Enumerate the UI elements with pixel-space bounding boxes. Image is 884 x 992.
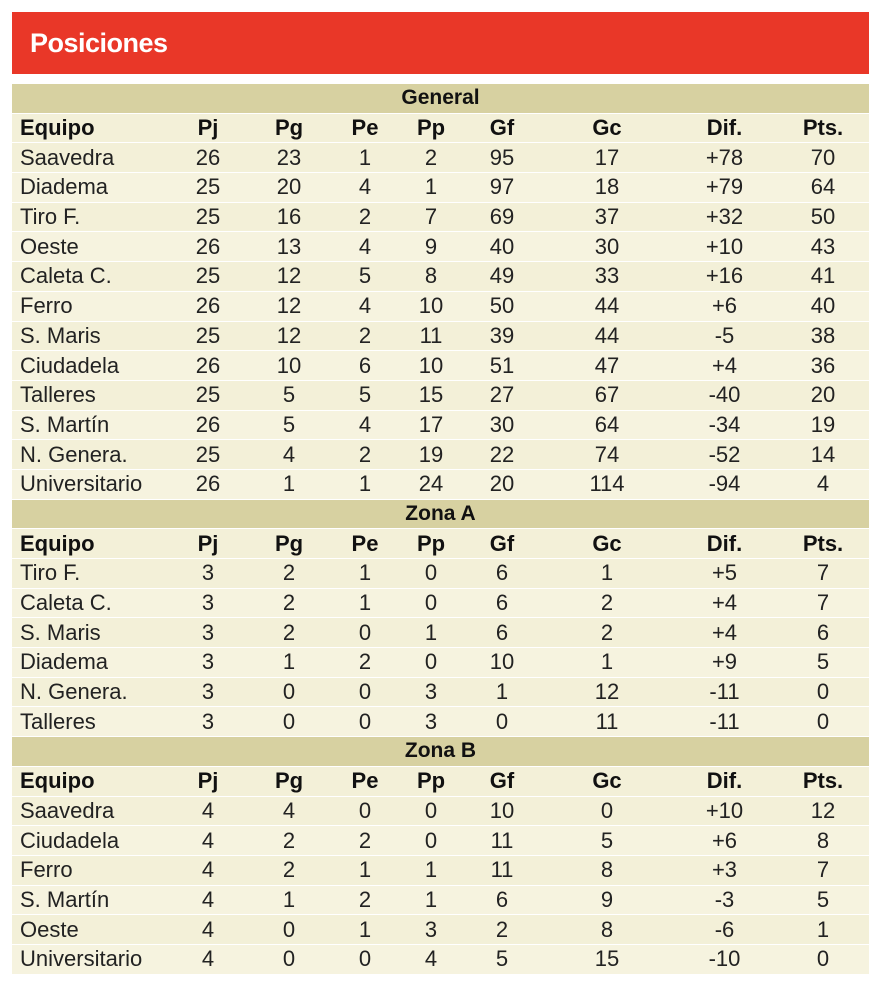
table-row — [12, 589, 869, 619]
cell-pg: 5 — [282, 382, 296, 408]
cell-gf: 1 — [495, 679, 509, 705]
table-row — [12, 381, 869, 411]
cell-pp: 3 — [424, 916, 438, 942]
cell-gc: 18 — [594, 174, 620, 200]
table-row — [12, 797, 869, 827]
cell-pj: 25 — [195, 204, 221, 230]
cell-gf: 27 — [489, 382, 515, 408]
column-header-pj: Pj — [197, 530, 219, 556]
cell-dif: -11 — [709, 679, 740, 705]
table-row — [12, 351, 869, 381]
cell-dif: +9 — [711, 649, 738, 675]
cell-pp: 2 — [424, 144, 438, 170]
cell-pe: 2 — [358, 827, 372, 853]
cell-pj: 3 — [201, 679, 215, 705]
cell-pe: 0 — [358, 797, 372, 823]
cell-pg: 10 — [276, 352, 302, 378]
cell-gc: 74 — [594, 441, 620, 467]
cell-dif: +10 — [705, 797, 744, 823]
section-header: Zona A — [12, 500, 869, 530]
cell-gc: 0 — [600, 797, 614, 823]
cell-team: Ferro — [20, 857, 73, 883]
cell-pp: 1 — [424, 857, 438, 883]
cell-pg: 1 — [282, 471, 296, 497]
cell-gf: 2 — [495, 916, 509, 942]
cell-gc: 8 — [600, 857, 614, 883]
cell-gf: 30 — [489, 411, 515, 437]
cell-pg: 2 — [282, 619, 296, 645]
cell-pg: 2 — [282, 590, 296, 616]
cell-gc: 33 — [594, 263, 620, 289]
column-header-gc: Gc — [592, 768, 622, 794]
cell-pj: 4 — [201, 946, 215, 972]
cell-gc: 2 — [600, 590, 614, 616]
cell-pts: 1 — [816, 916, 830, 942]
cell-dif: -3 — [714, 886, 735, 912]
cell-pe: 0 — [358, 946, 372, 972]
cell-pg: 12 — [276, 293, 302, 319]
cell-gc: 11 — [595, 708, 619, 734]
table-row — [12, 559, 869, 589]
cell-pp: 24 — [418, 471, 444, 497]
column-header-pe: Pe — [351, 530, 379, 556]
table-row — [12, 648, 869, 678]
cell-team: Universitario — [20, 946, 143, 972]
cell-gc: 1 — [600, 560, 614, 586]
cell-pg: 1 — [282, 649, 296, 675]
cell-pts: 20 — [810, 382, 836, 408]
cell-team: Tiro F. — [20, 560, 81, 586]
cell-pp: 10 — [418, 293, 444, 319]
cell-team: Caleta C. — [20, 590, 112, 616]
cell-pe: 2 — [358, 441, 372, 467]
cell-pe: 0 — [358, 679, 372, 705]
cell-pj: 26 — [195, 352, 221, 378]
cell-pg: 0 — [282, 946, 296, 972]
cell-pj: 3 — [201, 708, 215, 734]
cell-gf: 6 — [495, 560, 509, 586]
cell-pj: 26 — [195, 293, 221, 319]
cell-pe: 4 — [358, 411, 372, 437]
cell-gf: 22 — [489, 441, 515, 467]
cell-team: N. Genera. — [20, 441, 128, 467]
cell-gf: 0 — [495, 708, 509, 734]
cell-pe: 2 — [358, 322, 372, 348]
section-header: General — [12, 84, 869, 114]
column-header-pj: Pj — [197, 115, 219, 141]
cell-pp: 1 — [424, 886, 438, 912]
standings-table — [12, 84, 869, 975]
cell-pg: 0 — [282, 916, 296, 942]
cell-pp: 3 — [424, 679, 438, 705]
table-row — [12, 322, 869, 352]
column-header-team: Equipo — [20, 115, 95, 141]
cell-pj: 3 — [201, 649, 215, 675]
cell-pts: 0 — [816, 679, 830, 705]
column-header-gc: Gc — [592, 530, 622, 556]
cell-pp: 10 — [418, 352, 444, 378]
cell-pg: 0 — [282, 708, 296, 734]
cell-pts: 40 — [810, 293, 836, 319]
cell-gf: 10 — [489, 797, 515, 823]
cell-pe: 6 — [358, 352, 372, 378]
column-header-pp: Pp — [416, 115, 446, 141]
cell-dif: +16 — [705, 263, 744, 289]
cell-gf: 10 — [489, 649, 515, 675]
column-header-dif: Dif. — [706, 768, 743, 794]
cell-gf: 97 — [489, 174, 515, 200]
table-row — [12, 886, 869, 916]
column-header-row — [12, 767, 869, 797]
cell-pp: 19 — [418, 441, 444, 467]
cell-pp: 4 — [424, 946, 438, 972]
cell-pe: 5 — [358, 382, 372, 408]
cell-pp: 1 — [424, 619, 438, 645]
cell-pj: 26 — [195, 144, 221, 170]
cell-pp: 0 — [424, 590, 438, 616]
cell-pj: 3 — [201, 619, 215, 645]
cell-pts: 64 — [810, 174, 836, 200]
cell-team: Universitario — [20, 471, 143, 497]
cell-pp: 7 — [424, 204, 438, 230]
cell-team: Diadema — [20, 174, 109, 200]
cell-pg: 12 — [276, 263, 302, 289]
cell-team: Ciudadela — [20, 352, 120, 378]
cell-pts: 50 — [810, 204, 836, 230]
cell-pj: 3 — [201, 560, 215, 586]
cell-pg: 13 — [276, 233, 302, 259]
cell-gc: 1 — [600, 649, 614, 675]
cell-team: S. Martín — [20, 886, 110, 912]
cell-pts: 19 — [810, 411, 836, 437]
table-row — [12, 915, 869, 945]
cell-pg: 5 — [282, 411, 296, 437]
cell-gf: 5 — [495, 946, 509, 972]
cell-pe: 4 — [358, 233, 372, 259]
column-header-dif: Dif. — [706, 115, 743, 141]
cell-gf: 51 — [489, 352, 515, 378]
cell-team: S. Maris — [20, 322, 101, 348]
table-row — [12, 292, 869, 322]
cell-pj: 26 — [195, 233, 221, 259]
column-header-pg: Pg — [274, 530, 304, 556]
column-header-team: Equipo — [20, 768, 95, 794]
column-header-pg: Pg — [274, 115, 304, 141]
cell-dif: +4 — [711, 590, 738, 616]
cell-pj: 25 — [195, 441, 221, 467]
table-row — [12, 173, 869, 203]
cell-pts: 12 — [810, 797, 836, 823]
cell-pj: 25 — [195, 263, 221, 289]
table-row — [12, 203, 869, 233]
column-header-pp: Pp — [416, 530, 446, 556]
cell-pg: 23 — [276, 144, 302, 170]
cell-pg: 0 — [282, 679, 296, 705]
cell-pp: 1 — [424, 174, 438, 200]
cell-dif: +4 — [711, 619, 738, 645]
cell-gc: 12 — [594, 679, 620, 705]
cell-pe: 0 — [358, 619, 372, 645]
cell-pe: 2 — [358, 204, 372, 230]
cell-pts: 5 — [816, 886, 830, 912]
cell-pts: 38 — [810, 322, 836, 348]
cell-pp: 17 — [418, 411, 444, 437]
cell-pg: 4 — [282, 797, 296, 823]
cell-gf: 40 — [489, 233, 515, 259]
column-header-pp: Pp — [416, 768, 446, 794]
cell-team: Saavedra — [20, 144, 115, 170]
cell-team: Tiro F. — [20, 204, 81, 230]
cell-pg: 12 — [276, 322, 302, 348]
cell-team: Oeste — [20, 916, 79, 942]
cell-pe: 0 — [358, 708, 372, 734]
table-row — [12, 411, 869, 441]
cell-dif: -94 — [708, 471, 741, 497]
cell-pe: 5 — [358, 263, 372, 289]
cell-pe: 4 — [358, 293, 372, 319]
cell-pj: 26 — [195, 411, 221, 437]
cell-team: Talleres — [20, 708, 96, 734]
cell-dif: -34 — [708, 411, 741, 437]
cell-pj: 4 — [201, 886, 215, 912]
cell-pts: 14 — [810, 441, 836, 467]
cell-pg: 2 — [282, 857, 296, 883]
cell-pg: 2 — [282, 827, 296, 853]
cell-pg: 1 — [282, 886, 296, 912]
table-row — [12, 856, 869, 886]
column-header-team: Equipo — [20, 530, 95, 556]
cell-gc: 37 — [594, 204, 620, 230]
cell-dif: +6 — [711, 827, 738, 853]
cell-dif: +10 — [705, 233, 744, 259]
cell-pts: 6 — [816, 619, 830, 645]
cell-pe: 1 — [358, 144, 372, 170]
cell-gc: 30 — [594, 233, 620, 259]
cell-team: N. Genera. — [20, 679, 128, 705]
column-header-pg: Pg — [274, 768, 304, 794]
cell-gf: 11 — [490, 857, 514, 883]
cell-team: Oeste — [20, 233, 79, 259]
cell-gc: 67 — [594, 382, 620, 408]
cell-gc: 114 — [589, 471, 625, 497]
cell-pe: 2 — [358, 886, 372, 912]
cell-gc: 2 — [600, 619, 614, 645]
cell-gf: 11 — [490, 827, 514, 853]
column-header-pts: Pts. — [802, 530, 844, 556]
cell-gf: 69 — [489, 204, 515, 230]
cell-pg: 4 — [282, 441, 296, 467]
cell-pj: 25 — [195, 382, 221, 408]
cell-pts: 7 — [816, 857, 830, 883]
cell-gc: 15 — [594, 946, 620, 972]
cell-pg: 2 — [282, 560, 296, 586]
cell-gc: 9 — [600, 886, 614, 912]
cell-pts: 7 — [816, 590, 830, 616]
column-header-pts: Pts. — [802, 768, 844, 794]
column-header-gc: Gc — [592, 115, 622, 141]
cell-pj: 4 — [201, 827, 215, 853]
cell-dif: +4 — [711, 352, 738, 378]
cell-pts: 8 — [816, 827, 830, 853]
cell-dif: +5 — [711, 560, 738, 586]
cell-pts: 70 — [810, 144, 836, 170]
cell-pp: 0 — [424, 649, 438, 675]
cell-pp: 9 — [424, 233, 438, 259]
cell-gc: 44 — [594, 322, 620, 348]
cell-team: Caleta C. — [20, 263, 112, 289]
cell-gc: 5 — [600, 827, 614, 853]
cell-pts: 0 — [816, 946, 830, 972]
cell-gf: 6 — [495, 886, 509, 912]
cell-dif: -10 — [708, 946, 741, 972]
cell-pts: 7 — [816, 560, 830, 586]
cell-team: Talleres — [20, 382, 96, 408]
table-row — [12, 440, 869, 470]
cell-pp: 8 — [424, 263, 438, 289]
cell-pe: 1 — [358, 471, 372, 497]
table-row — [12, 143, 869, 173]
column-header-gf: Gf — [489, 768, 515, 794]
cell-gc: 44 — [594, 293, 620, 319]
cell-dif: +6 — [711, 293, 738, 319]
cell-pts: 4 — [816, 471, 830, 497]
cell-pg: 16 — [276, 204, 302, 230]
table-row — [12, 678, 869, 708]
page-title: Posiciones — [12, 12, 869, 74]
cell-pts: 41 — [810, 263, 836, 289]
cell-pe: 1 — [358, 560, 372, 586]
cell-pts: 43 — [810, 233, 836, 259]
cell-pp: 0 — [424, 827, 438, 853]
cell-team: S. Maris — [20, 619, 101, 645]
cell-dif: +3 — [711, 857, 738, 883]
cell-team: Saavedra — [20, 797, 115, 823]
column-header-row — [12, 114, 869, 144]
cell-team: Diadema — [20, 649, 109, 675]
column-header-pts: Pts. — [802, 115, 844, 141]
table-row — [12, 826, 869, 856]
cell-pe: 2 — [358, 649, 372, 675]
cell-gf: 6 — [495, 590, 509, 616]
cell-pe: 4 — [358, 174, 372, 200]
cell-pp: 0 — [424, 560, 438, 586]
column-header-dif: Dif. — [706, 530, 743, 556]
cell-dif: -52 — [708, 441, 741, 467]
cell-pj: 4 — [201, 857, 215, 883]
table-row — [12, 618, 869, 648]
cell-dif: -5 — [714, 322, 735, 348]
cell-gc: 8 — [600, 916, 614, 942]
cell-pj: 3 — [201, 590, 215, 616]
cell-pts: 0 — [816, 708, 830, 734]
cell-gc: 17 — [594, 144, 620, 170]
cell-pj: 4 — [201, 916, 215, 942]
section-header: Zona B — [12, 737, 869, 767]
column-header-pe: Pe — [351, 768, 379, 794]
table-row — [12, 707, 869, 737]
table-row — [12, 232, 869, 262]
cell-pts: 5 — [816, 649, 830, 675]
cell-pe: 1 — [358, 590, 372, 616]
cell-dif: +32 — [705, 204, 744, 230]
cell-pts: 36 — [810, 352, 836, 378]
cell-pp: 11 — [419, 322, 443, 348]
cell-gf: 95 — [489, 144, 515, 170]
cell-gf: 39 — [489, 322, 515, 348]
cell-gf: 49 — [489, 263, 515, 289]
cell-pe: 1 — [358, 916, 372, 942]
cell-gc: 47 — [594, 352, 620, 378]
column-header-gf: Gf — [489, 115, 515, 141]
cell-pp: 3 — [424, 708, 438, 734]
table-row — [12, 262, 869, 292]
cell-dif: +79 — [705, 174, 744, 200]
cell-pj: 25 — [195, 322, 221, 348]
table-row — [12, 470, 869, 500]
cell-team: Ferro — [20, 293, 73, 319]
cell-pp: 15 — [418, 382, 444, 408]
cell-dif: -40 — [708, 382, 741, 408]
cell-team: S. Martín — [20, 411, 110, 437]
column-header-pe: Pe — [351, 115, 379, 141]
cell-dif: -11 — [709, 708, 740, 734]
cell-pj: 25 — [195, 174, 221, 200]
cell-pj: 26 — [195, 471, 221, 497]
cell-team: Ciudadela — [20, 827, 120, 853]
column-header-pj: Pj — [197, 768, 219, 794]
column-header-gf: Gf — [489, 530, 515, 556]
cell-pj: 4 — [201, 797, 215, 823]
cell-gf: 50 — [489, 293, 515, 319]
cell-dif: +78 — [705, 144, 744, 170]
table-row — [12, 945, 869, 975]
cell-gf: 20 — [489, 471, 515, 497]
column-header-row — [12, 529, 869, 559]
cell-dif: -6 — [714, 916, 735, 942]
cell-pp: 0 — [424, 797, 438, 823]
cell-gf: 6 — [495, 619, 509, 645]
cell-gc: 64 — [594, 411, 620, 437]
cell-pe: 1 — [358, 857, 372, 883]
cell-pg: 20 — [276, 174, 302, 200]
